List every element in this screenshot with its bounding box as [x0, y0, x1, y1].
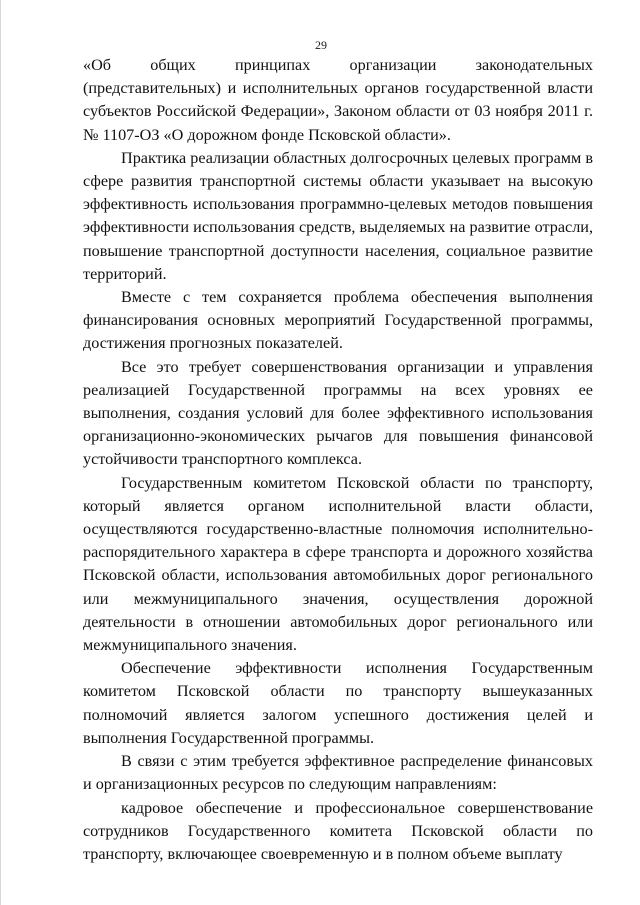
document-body [83, 54, 593, 866]
paragraph-management-improvement: Все это требует совершенствования организации и управления реализацией Государственной программы на всех уровнях ее выполнения, создания условий для более эффективного использования организационно-экономических рычагов для повышения финансовой устойчивости транспортного комплекса. [83, 357, 593, 469]
paragraph-program-practice: Практика реализации областных долгосрочных целевых программ в сфере развития транспортной системы области указывает на высокую эффективность использования программно-целевых методов повышения эффективности использования средств, выделяемых на развитие отрасли, повышение транспортной доступности населения, социальное развитие территорий. [83, 148, 593, 283]
page-number: 29 [315, 38, 327, 52]
paragraph-continuation: «Об общих принципах организации законодательных (представительных) и исполнительных органов государственной власти субъектов Российской Федерации», Законом области от 03 ноября 2011 г. № 1107-ОЗ «О дорожном фонде Псковской области». [83, 56, 593, 144]
paragraph-resource-allocation: В связи с этим требуется эффективное распределение финансовых и организационных ресурсов по следующим направлениям: [83, 752, 593, 794]
paragraph-efficiency: Обеспечение эффективности исполнения Государственным комитетом Псковской области по транспорту вышеуказанных полномочий является залогом успешного достижения целей и выполнения Государственной программы. [83, 659, 593, 747]
paragraph-staffing: кадровое обеспечение и профессиональное совершенствование сотрудников Государственного комитета Псковской области по транспорту, включающее своевременную и в полном объеме выплату [83, 798, 593, 863]
paragraph-financing-problem: Вместе с тем сохраняется проблема обеспечения выполнения финансирования основных мероприятий Государственной программы, достижения прогнозных показателей. [83, 288, 593, 353]
paragraph-transport-committee: Государственным комитетом Псковской области по транспорту, который является органом исполнительной власти области, осуществляются государственно-властные полномочия исполнительно-распорядительного характера в сфере транспорта и дорожного хозяйства Псковской области, использования автомобильных дорог регионального или межмуниципального значения, осуществления дорожной деятельности в отношении автомобильных дорог регионального или межмуниципального значения. [83, 473, 593, 655]
